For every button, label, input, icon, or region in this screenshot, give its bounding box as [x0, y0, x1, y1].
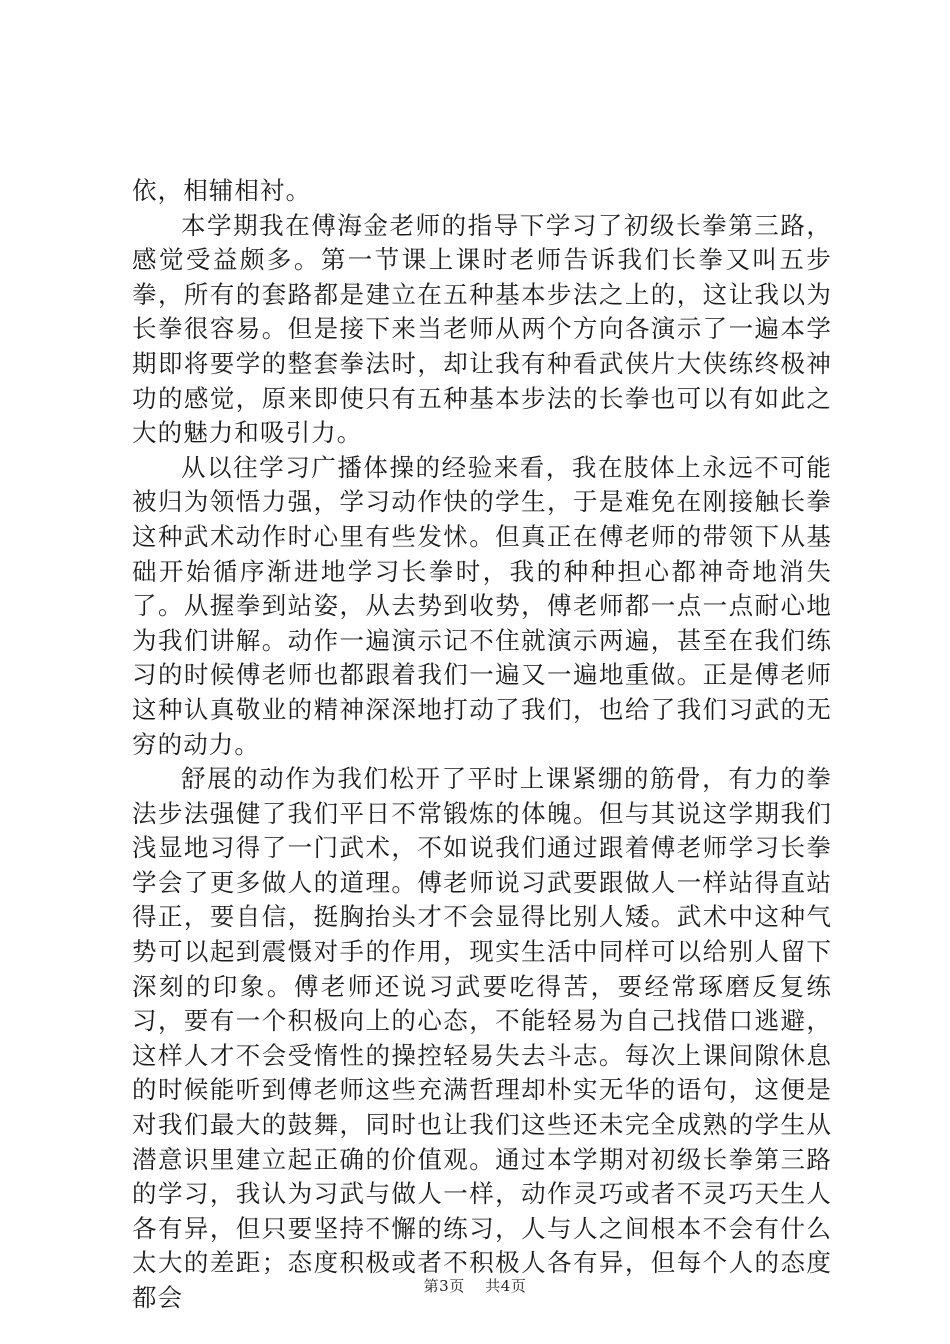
- page-number: 第3页: [423, 1277, 465, 1295]
- paragraph-life-lessons: 舒展的动作为我们松开了平时上课紧绷的筋骨，有力的拳法步法强健了我们平日不常锻炼的体魄。但与其说这学期我们浅显地习得了一门武术，不如说我们通过跟着傅老师学习长拳学会了更多做人的道理。傅老师说习武要跟做人一样站得直站得正，要自信，挺胸抬头才不会显得比别人矮。武术中这种气势可以起到震慑对手的作用，现实生活中同样可以给别人留下深刻的印象。傅老师还说习武要吃得苦，要经常琢磨反复练习，要有一个积极向上的心态，不能轻易为自己找借口逃避，这样人才不会受惰性的操控轻易失去斗志。每次上课间隙休息的时候能听到傅老师这些充满哲理却朴实无华的语句，这便是对我们最大的鼓舞，同时也让我们这些还未完全成熟的学生从潜意识里建立起正确的价值观。通过本学期对初级长拳第三路的学习，我认为习武与做人一样，动作灵巧或者不灵巧天生人各有异，但只要坚持不懈的练习，人与人之间根本不会有什么太大的差距；态度积极或者不积极人各有异，但每个人的态度都会: [132, 764, 832, 1312]
- paragraph-learning-experience: 从以往学习广播体操的经验来看，我在肢体上永远不可能被归为领悟力强，学习动作快的学生，于是难免在刚接触长拳这种武术动作时心里有些发怵。但真正在傅老师的带领下从基础开始循序渐进地学习长拳时，我的种种担心都神奇地消失了。从握拳到站姿，从去势到收势，傅老师都一点一点耐心地为我们讲解。动作一遍演示记不住就演示两遍，甚至在我们练习的时候傅老师也都跟着我们一遍又一遍地重做。正是傅老师这种认真敬业的精神深深地打动了我们，也给了我们习武的无穷的动力。: [132, 452, 832, 759]
- page-footer: [0, 1276, 950, 1296]
- paragraph-continuation: 依，相辅相衬。: [132, 176, 312, 205]
- paragraph-first-lesson: 本学期我在傅海金老师的指导下学习了初级长拳第三路，感觉受益颇多。第一节课上课时老师告诉我们长拳又叫五步拳，所有的套路都是建立在五种基本步法之上的，这让我以为长拳很容易。但是接下来当老师从两个方向各演示了一遍本学期即将要学的整套拳法时，却让我有种看武侠片大侠练终极神功的感觉，原来即使只有五种基本步法的长拳也可以有如此之大的魅力和吸引力。: [132, 210, 832, 448]
- document-body: [132, 174, 832, 1316]
- page-total: 共4页: [485, 1277, 527, 1295]
